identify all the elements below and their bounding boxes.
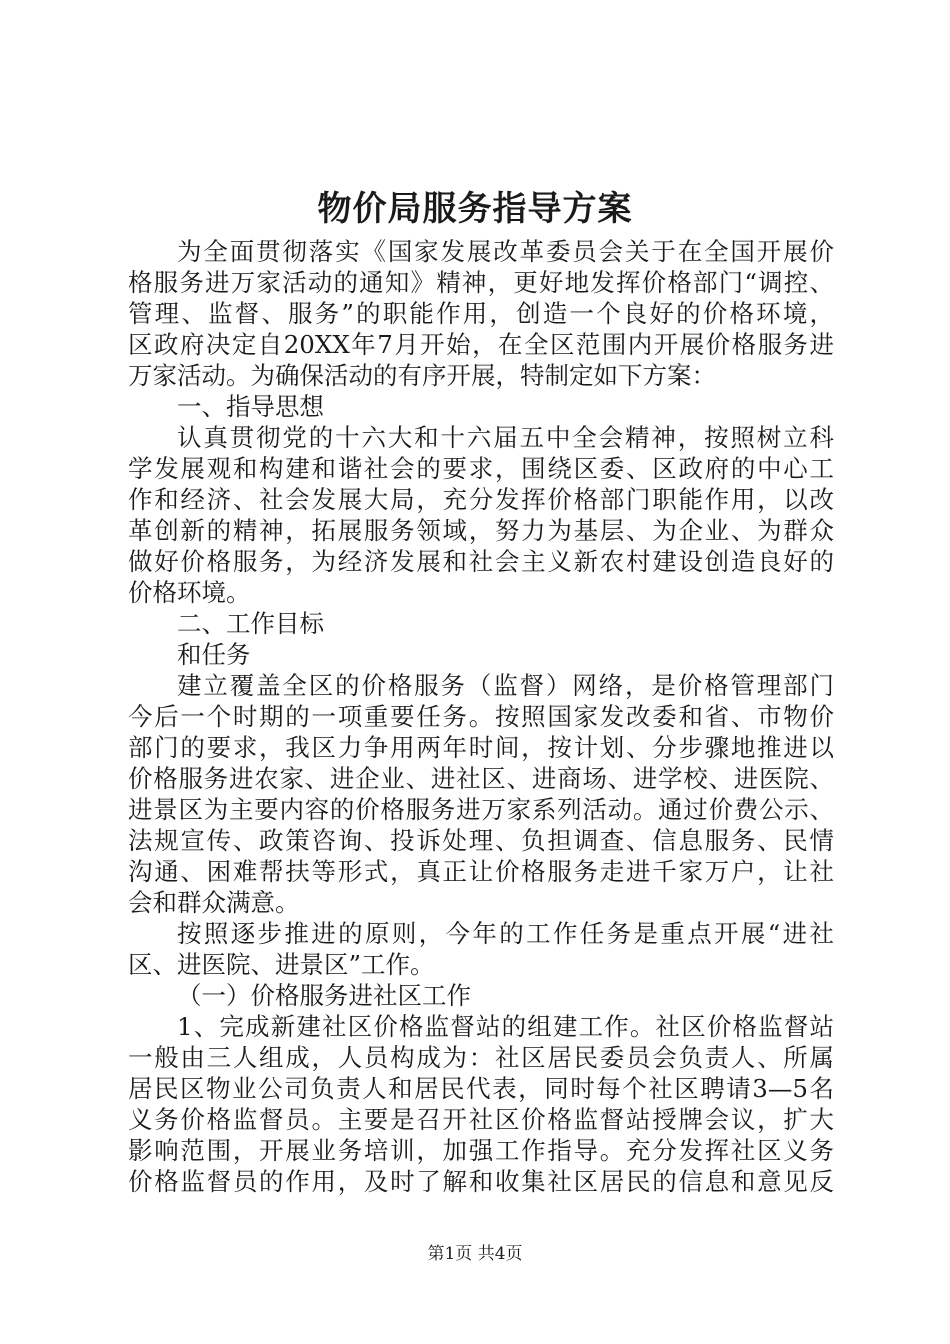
body-line: 居民区物业公司负责人和居民代表，同时每个社区聘请3—5名 bbox=[128, 1074, 834, 1103]
body-line: 法规宣传、政策咨询、投诉处理、负担调查、信息服务、民情 bbox=[128, 826, 834, 855]
body-line: 区、进医院、进景区”工作。 bbox=[128, 950, 435, 979]
page-footer: 第1页 共4页 bbox=[427, 1244, 523, 1264]
body-line: 沟通、困难帮扶等形式，真正让价格服务走进千家万户，让社 bbox=[128, 857, 834, 886]
body-line: 义务价格监督员。主要是召开社区价格监督站授牌会议，扩大 bbox=[128, 1105, 834, 1134]
body-line: 做好价格服务，为经济发展和社会主义新农村建设创造良好的 bbox=[128, 547, 834, 576]
body-line: 价格服务进农家、进企业、进社区、进商场、进学校、进医院、 bbox=[128, 764, 834, 793]
body-line: 影响范围，开展业务培训，加强工作指导。充分发挥社区义务 bbox=[128, 1136, 834, 1165]
body-line: 区政府决定自20XX年7月开始，在全区范围内开展价格服务进 bbox=[128, 330, 834, 359]
body-line: 1、完成新建社区价格监督站的组建工作。社区价格监督站 bbox=[177, 1012, 834, 1041]
body-line: 按照逐步推进的原则，今年的工作任务是重点开展“进社 bbox=[177, 919, 834, 948]
body-line: 会和群众满意。 bbox=[128, 888, 300, 917]
body-line: 格服务进万家活动的通知》精神，更好地发挥价格部门“调控、 bbox=[128, 268, 834, 297]
document-body bbox=[128, 236, 834, 1197]
body-line: 价格环境。 bbox=[128, 578, 251, 607]
body-line: 建立覆盖全区的价格服务（监督）网络，是价格管理部门 bbox=[177, 671, 834, 700]
body-line: 部门的要求，我区力争用两年时间，按计划、分步骤地推进以 bbox=[128, 733, 834, 762]
body-line: 作和经济、社会发展大局，充分发挥价格部门职能作用，以改 bbox=[128, 485, 834, 514]
body-line: 一、指导思想 bbox=[177, 392, 324, 421]
body-line: （一）价格服务进社区工作 bbox=[177, 981, 471, 1010]
body-line: 管理、监督、服务”的职能作用，创造一个良好的价格环境， bbox=[128, 299, 834, 328]
body-line: 二、工作目标 bbox=[177, 609, 324, 638]
body-line: 认真贯彻党的十六大和十六届五中全会精神，按照树立科 bbox=[177, 423, 834, 452]
body-line: 学发展观和构建和谐社会的要求，围绕区委、区政府的中心工 bbox=[128, 454, 834, 483]
body-line: 和任务 bbox=[177, 640, 251, 669]
body-line: 万家活动。为确保活动的有序开展，特制定如下方案： bbox=[128, 361, 716, 390]
body-line: 价格监督员的作用，及时了解和收集社区居民的信息和意见反 bbox=[128, 1167, 834, 1196]
body-line: 进景区为主要内容的价格服务进万家系列活动。通过价费公示、 bbox=[128, 795, 834, 824]
document-title: 物价局服务指导方案 bbox=[317, 189, 633, 229]
body-line: 革创新的精神，拓展服务领域，努力为基层、为企业、为群众 bbox=[128, 516, 834, 545]
body-line: 为全面贯彻落实《国家发展改革委员会关于在全国开展价 bbox=[177, 237, 834, 266]
body-line: 今后一个时期的一项重要任务。按照国家发改委和省、市物价 bbox=[128, 702, 834, 731]
body-line: 一般由三人组成，人员构成为：社区居民委员会负责人、所属 bbox=[128, 1043, 834, 1072]
